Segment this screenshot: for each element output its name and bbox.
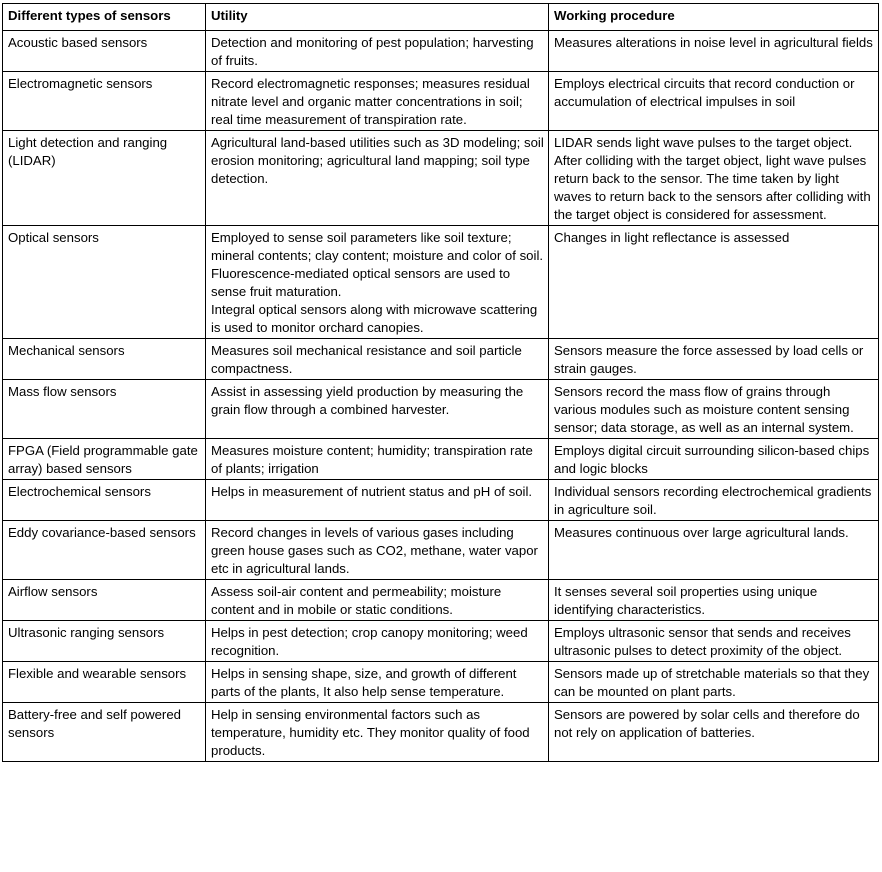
cell-utility: Helps in pest detection; crop canopy monitoring; weed recognition. [206,621,549,662]
cell-procedure: LIDAR sends light wave pulses to the target object. After colliding with the target object, light wave pulses return back to the sensor. The time taken by light waves to return back to the sensors after colliding with the target object is considered for assessment. [549,131,879,226]
cell-sensor-type: Optical sensors [3,226,206,339]
header-utility: Utility [206,4,549,31]
cell-sensor-type: Light detection and ranging (LIDAR) [3,131,206,226]
table-row [3,580,879,621]
cell-sensor-type: Battery-free and self powered sensors [3,703,206,762]
cell-sensor-type: Mass flow sensors [3,380,206,439]
cell-utility: Detection and monitoring of pest population; harvesting of fruits. [206,31,549,72]
cell-procedure: Sensors measure the force assessed by load cells or strain gauges. [549,339,879,380]
cell-sensor-type: Airflow sensors [3,580,206,621]
utility-line: Employed to sense soil parameters like soil texture; mineral contents; clay content; moisture and color of soil. [211,230,544,263]
table-row [3,131,879,226]
cell-sensor-type: Ultrasonic ranging sensors [3,621,206,662]
cell-sensor-type: Mechanical sensors [3,339,206,380]
cell-utility: Helps in sensing shape, size, and growth of different parts of the plants, It also help sense temperature. [206,662,549,703]
cell-procedure: Changes in light reflectance is assessed [549,226,879,339]
cell-sensor-type: Acoustic based sensors [3,31,206,72]
table-row [3,662,879,703]
cell-utility: Agricultural land-based utilities such as 3D modeling; soil erosion monitoring; agricultural land mapping; soil type detection. [206,131,549,226]
cell-utility: Record electromagnetic responses; measures residual nitrate level and organic matter concentrations in soil; real time measurement of transpiration rate. [206,72,549,131]
table-row [3,621,879,662]
utility-line: Integral optical sensors along with microwave scattering is used to monitor orchard canopies. [211,302,538,335]
table-row [3,226,879,339]
table-row [3,480,879,521]
cell-procedure: Sensors are powered by solar cells and therefore do not rely on application of batteries. [549,703,879,762]
table-row [3,521,879,580]
cell-procedure: It senses several soil properties using unique identifying characteristics. [549,580,879,621]
cell-procedure: Employs digital circuit surrounding silicon-based chips and logic blocks [549,439,879,480]
cell-sensor-type: Flexible and wearable sensors [3,662,206,703]
cell-utility: Assist in assessing yield production by measuring the grain flow through a combined harvester. [206,380,549,439]
cell-utility: Record changes in levels of various gases including green house gases such as CO2, methane, water vapor etc in agricultural lands. [206,521,549,580]
cell-sensor-type: Electromagnetic sensors [3,72,206,131]
cell-procedure: Individual sensors recording electrochemical gradients in agriculture soil. [549,480,879,521]
cell-utility: Help in sensing environmental factors such as temperature, humidity etc. They monitor quality of food products. [206,703,549,762]
cell-sensor-type: FPGA (Field programmable gate array) based sensors [3,439,206,480]
sensor-table-container [2,3,879,762]
table-row [3,380,879,439]
table-row [3,31,879,72]
table-row [3,439,879,480]
table-header-row [3,4,879,31]
sensor-table [2,3,879,762]
cell-utility: Helps in measurement of nutrient status and pH of soil. [206,480,549,521]
cell-utility [206,226,549,339]
cell-procedure: Employs electrical circuits that record conduction or accumulation of electrical impulses in soil [549,72,879,131]
table-row [3,703,879,762]
cell-procedure: Sensors made up of stretchable materials so that they can be mounted on plant parts. [549,662,879,703]
header-working-procedure: Working procedure [549,4,879,31]
header-sensor-type: Different types of sensors [3,4,206,31]
cell-utility: Assess soil-air content and permeability; moisture content and in mobile or static conditions. [206,580,549,621]
cell-procedure: Measures continuous over large agricultural lands. [549,521,879,580]
utility-line: Fluorescence-mediated optical sensors are used to sense fruit maturation. [211,266,511,299]
cell-procedure: Employs ultrasonic sensor that sends and receives ultrasonic pulses to detect proximity of the object. [549,621,879,662]
table-row [3,339,879,380]
cell-sensor-type: Electrochemical sensors [3,480,206,521]
cell-sensor-type: Eddy covariance-based sensors [3,521,206,580]
table-row [3,72,879,131]
cell-utility: Measures moisture content; humidity; transpiration rate of plants; irrigation [206,439,549,480]
cell-utility: Measures soil mechanical resistance and soil particle compactness. [206,339,549,380]
cell-procedure: Measures alterations in noise level in agricultural fields [549,31,879,72]
cell-procedure: Sensors record the mass flow of grains through various modules such as moisture content sensing sensor; data storage, as well as an internal system. [549,380,879,439]
